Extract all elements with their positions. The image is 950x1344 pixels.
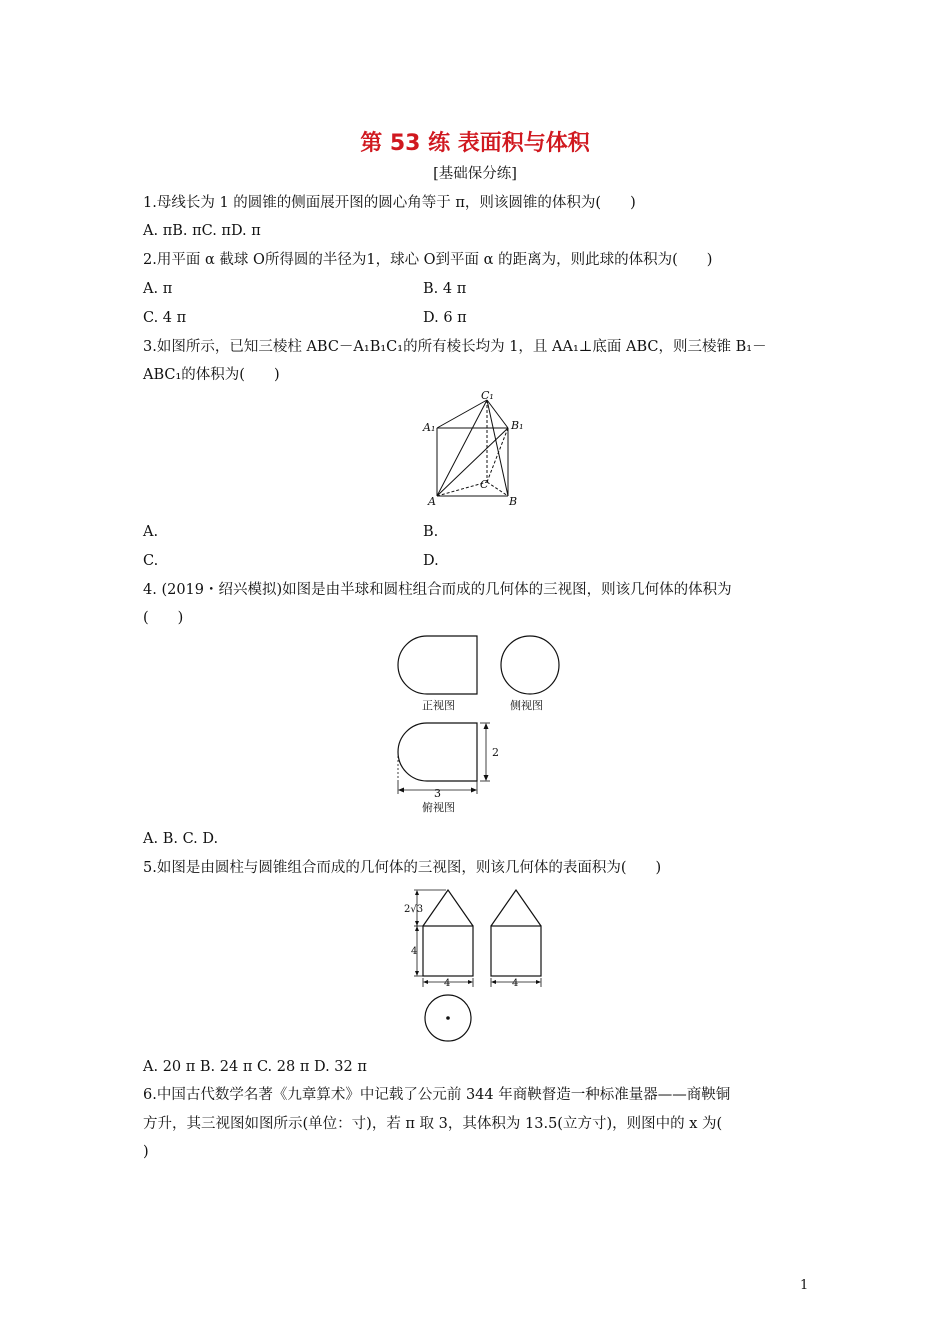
label-c1: C₁: [481, 389, 494, 402]
question-3-option-c: C.: [143, 553, 159, 569]
label-side-width: 4: [512, 978, 519, 989]
label-b1: B₁: [511, 419, 524, 432]
question-6-line3: ): [143, 1144, 149, 1160]
label-cone-height: 2√3: [404, 904, 424, 915]
question-3-line2: ABC₁的体积为( ): [143, 367, 280, 383]
label-a: A: [428, 495, 436, 508]
label-a1: A₁: [423, 421, 436, 434]
prism-figure: [420, 388, 530, 510]
label-b: B: [509, 495, 518, 508]
label-top-view: 俯视图: [422, 801, 455, 814]
question-1-options: A. πB. πC. πD. π: [143, 223, 261, 239]
label-front-width: 4: [444, 978, 451, 989]
label-cylinder-height: 4: [411, 946, 418, 957]
label-side-view: 侧视图: [510, 699, 543, 712]
question-4-line1: 4. (2019・绍兴模拟)如图是由半球和圆柱组合而成的几何体的三视图，则该几何体的体积为: [143, 582, 732, 598]
question-2-option-c: C. 4 π: [143, 310, 187, 326]
label-dim-width: 3: [434, 787, 441, 800]
page-title: 第 53 练 表面积与体积: [360, 131, 590, 156]
question-5-options: A. 20 π B. 24 π C. 28 π D. 32 π: [143, 1059, 367, 1075]
question-2-option-a: A. π: [143, 281, 173, 297]
question-3-line1: 3.如图所示，已知三棱柱 ABC－A₁B₁C₁的所有棱长均为 1，且 AA₁⊥底面 ABC，则三棱锥 B₁－: [143, 339, 767, 355]
question-2-option-d: D. 6 π: [423, 310, 467, 326]
question-5-text: 5.如图是由圆柱与圆锥组合而成的几何体的三视图，则该几何体的表面积为( ): [143, 860, 662, 876]
page-number: 1: [800, 1278, 809, 1293]
question-4-line2: ( ): [143, 610, 184, 626]
label-front-view: 正视图: [422, 699, 455, 712]
question-3-option-a: A.: [143, 524, 159, 540]
question-3-option-d: D.: [423, 553, 439, 569]
label-c: C: [480, 478, 489, 491]
three-view-figure-q4: [385, 630, 570, 820]
question-2-option-b: B. 4 π: [423, 281, 467, 297]
three-view-figure-q5: [403, 888, 548, 1048]
question-2-text: 2.用平面 α 截球 O所得圆的半径为1，球心 O到平面 α 的距离为，则此球的体积为( ): [143, 252, 713, 268]
label-dim-height: 2: [492, 746, 499, 759]
question-6-line1: 6.中国古代数学名著《九章算术》中记载了公元前 344 年商鞅督造一种标准量器——商鞅铜: [143, 1087, 731, 1103]
question-1-text: 1.母线长为 1 的圆锥的侧面展开图的圆心角等于 π，则该圆锥的体积为( ): [143, 195, 636, 211]
question-4-options: A. B. C. D.: [143, 831, 219, 847]
section-subtitle: [基础保分练]: [433, 166, 517, 182]
question-6-line2: 方升，其三视图如图所示(单位：寸)，若 π 取 3，其体积为 13.5(立方寸)，则图中的 x 为(: [143, 1116, 723, 1132]
question-3-option-b: B.: [423, 524, 439, 540]
